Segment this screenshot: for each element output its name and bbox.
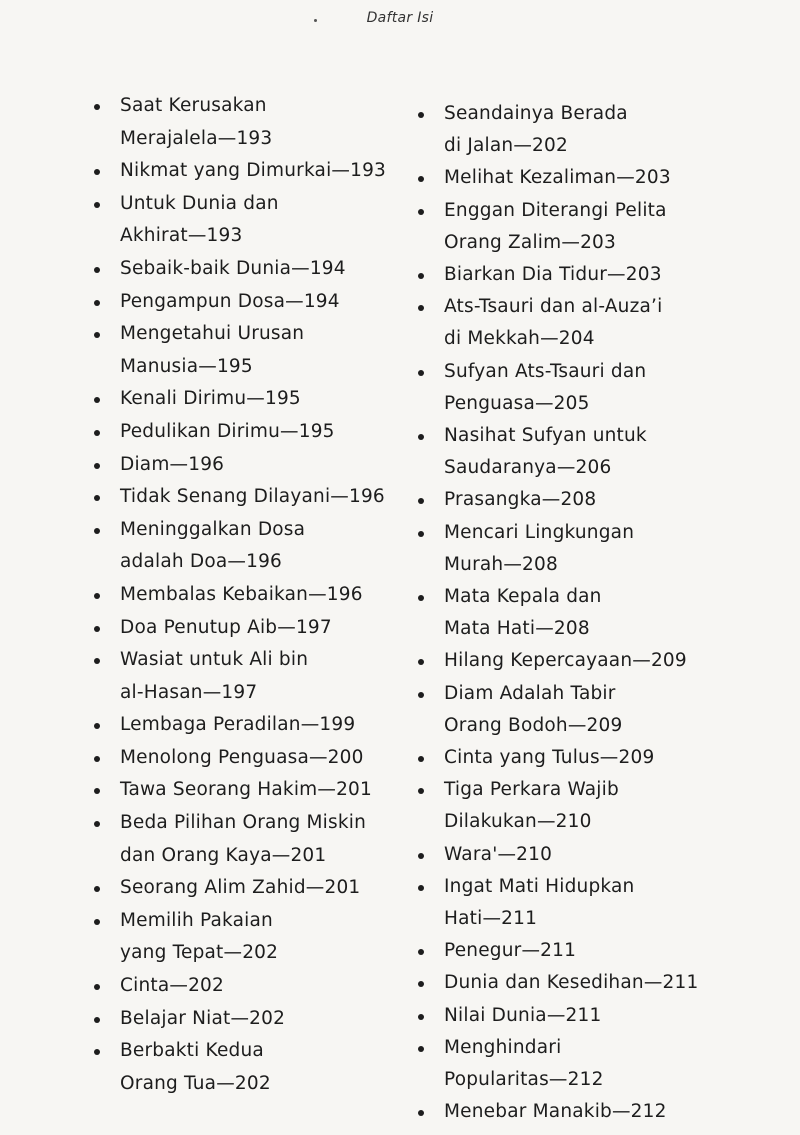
toc-entry xyxy=(416,581,716,645)
running-head-title: Daftar Isi xyxy=(366,10,434,26)
bullet-icon xyxy=(418,885,424,891)
bullet-icon xyxy=(94,593,100,599)
toc-entry xyxy=(92,514,402,579)
bullet-icon xyxy=(418,1046,424,1052)
toc-entry-line: Murah—208 xyxy=(444,553,558,575)
bullet-icon xyxy=(418,434,424,440)
toc-entry-line: Saudaranya—206 xyxy=(444,457,612,479)
bullet-icon xyxy=(94,528,100,534)
toc-entry-line: Pengampun Dosa—194 xyxy=(120,290,340,312)
bullet-icon xyxy=(94,430,100,436)
bullet-icon xyxy=(94,169,100,175)
bullet-icon xyxy=(94,332,100,338)
toc-column-right xyxy=(416,98,716,1129)
toc-entry xyxy=(416,291,716,355)
bullet-icon xyxy=(94,1049,100,1055)
toc-entry-line: Wasiat untuk Ali bin xyxy=(120,649,309,671)
bullet-icon xyxy=(418,305,424,311)
toc-entry xyxy=(92,774,402,807)
toc-entry xyxy=(92,872,402,905)
toc-entry-line: Seandainya Berada xyxy=(444,103,628,124)
toc-entry-line: Beda Pilihan Orang Miskin xyxy=(120,812,367,834)
toc-entry xyxy=(416,259,716,291)
toc-entry-line: al-Hasan—197 xyxy=(120,681,258,703)
toc-entry-line: Nilai Dunia—211 xyxy=(444,1004,602,1026)
bullet-icon xyxy=(94,723,100,729)
toc-entry xyxy=(416,935,716,967)
toc-entry-line: Tidak Senang Dilayani—196 xyxy=(120,486,385,508)
toc-entry xyxy=(416,1096,716,1128)
toc-entry xyxy=(92,579,402,612)
toc-entry xyxy=(92,188,402,253)
toc-entry-line: Mengetahui Urusan xyxy=(120,323,305,345)
toc-entry xyxy=(416,162,716,194)
toc-entry xyxy=(416,98,716,162)
toc-entry-line: Berbakti Kedua xyxy=(120,1040,264,1062)
toc-entry-line: Saat Kerusakan xyxy=(120,95,267,116)
toc-entry-line: Cinta—202 xyxy=(120,975,224,997)
toc-entry-line: Orang Bodoh—209 xyxy=(444,714,623,736)
toc-entry-line: Cinta yang Tulus—209 xyxy=(444,747,655,769)
toc-entry xyxy=(92,286,402,319)
toc-entry-line: Pedulikan Dirimu—195 xyxy=(120,420,335,442)
toc-entry xyxy=(92,416,402,449)
toc-entry xyxy=(416,484,716,516)
toc-entry xyxy=(416,1032,716,1096)
bullet-icon xyxy=(94,919,100,925)
toc-entry-line: Meninggalkan Dosa xyxy=(120,518,306,540)
bullet-icon xyxy=(94,495,100,501)
toc-entry-line: Menghindari xyxy=(444,1036,562,1058)
toc-entry-line: Belajar Niat—202 xyxy=(120,1007,286,1029)
bullet-icon xyxy=(418,273,424,279)
toc-entry xyxy=(92,807,402,872)
toc-entry-line: Penegur—211 xyxy=(444,940,577,962)
toc-entry-line: Manusia—195 xyxy=(120,355,253,377)
toc-entry-line: Hilang Kepercayaan—209 xyxy=(444,650,687,672)
bullet-icon xyxy=(418,756,424,762)
bullet-icon xyxy=(94,463,100,469)
bullet-icon xyxy=(418,981,424,987)
toc-entry xyxy=(416,420,716,484)
toc-entry xyxy=(92,970,402,1003)
toc-entry xyxy=(92,253,402,286)
bullet-icon xyxy=(418,370,424,376)
toc-entry xyxy=(92,612,402,645)
bullet-icon xyxy=(94,300,100,306)
toc-entry-line: Hati—211 xyxy=(444,908,538,930)
toc-entry-line: Orang Tua—202 xyxy=(120,1072,271,1094)
toc-entry-line: Popularitas—212 xyxy=(444,1069,604,1091)
toc-entry xyxy=(92,481,402,514)
bullet-icon xyxy=(94,397,100,403)
toc-entry-line: Memilih Pakaian xyxy=(120,909,273,931)
toc-entry xyxy=(92,318,402,383)
toc-entry xyxy=(416,871,716,935)
bullet-icon xyxy=(418,176,424,182)
toc-entry xyxy=(92,1003,402,1036)
bullet-icon xyxy=(418,531,424,537)
toc-entry-line: Prasangka—208 xyxy=(444,489,597,511)
toc-entry xyxy=(416,645,716,677)
bullet-icon xyxy=(94,104,100,110)
toc-entry xyxy=(416,1000,716,1032)
bullet-icon xyxy=(94,821,100,827)
toc-entry xyxy=(416,195,716,259)
toc-entry-line: Tawa Seorang Hakim—201 xyxy=(120,779,372,801)
bullet-icon xyxy=(94,202,100,208)
toc-entry-line: Nasihat Sufyan untuk xyxy=(444,425,647,447)
toc-entry-line: Penguasa—205 xyxy=(444,392,590,414)
toc-entry-line: dan Orang Kaya—201 xyxy=(120,844,327,866)
toc-entry-line: Diam Adalah Tabir xyxy=(444,682,616,704)
toc-entry-line: Akhirat—193 xyxy=(120,225,243,247)
toc-entry-line: Mata Kepala dan xyxy=(444,586,602,608)
toc-entry-line: Ats-Tsauri dan al-Auza’i xyxy=(444,296,663,318)
toc-entry xyxy=(92,449,402,482)
toc-entry xyxy=(416,742,716,774)
toc-entry-line: Melihat Kezaliman—203 xyxy=(444,167,671,189)
toc-entry xyxy=(92,905,402,970)
toc-entry-line: yang Tepat—202 xyxy=(120,942,279,964)
toc-entry-line: Menolong Penguasa—200 xyxy=(120,746,364,768)
bullet-icon xyxy=(418,595,424,601)
toc-entry-line: Biarkan Dia Tidur—203 xyxy=(444,264,662,286)
toc-entry xyxy=(416,678,716,742)
bullet-icon xyxy=(418,112,424,118)
toc-entry xyxy=(416,967,716,999)
toc-entry-line: di Jalan—202 xyxy=(444,135,568,157)
toc-entry xyxy=(92,383,402,416)
bullet-icon xyxy=(418,853,424,859)
bullet-icon xyxy=(418,1014,424,1020)
toc-entry-line: Ingat Mati Hidupkan xyxy=(444,875,635,897)
toc-entry-line: Kenali Dirimu—195 xyxy=(120,388,301,410)
toc-entry-line: di Mekkah—204 xyxy=(444,328,595,350)
toc-entry xyxy=(416,356,716,420)
bullet-icon xyxy=(94,267,100,273)
bullet-icon xyxy=(418,1110,424,1116)
toc-entry xyxy=(416,774,716,838)
bullet-icon xyxy=(94,984,100,990)
bullet-icon xyxy=(94,658,100,664)
bullet-icon xyxy=(94,626,100,632)
bullet-icon xyxy=(418,788,424,794)
toc-entry xyxy=(92,742,402,775)
bullet-icon xyxy=(418,692,424,698)
toc-entry-line: Menebar Manakib—212 xyxy=(444,1101,667,1123)
bullet-icon xyxy=(94,788,100,794)
bullet-icon xyxy=(94,886,100,892)
bullet-icon xyxy=(418,949,424,955)
toc-entry-line: Sebaik-baik Dunia—194 xyxy=(120,257,346,279)
toc-entry-line: Enggan Diterangi Pelita xyxy=(444,199,667,221)
toc-column-left xyxy=(92,90,402,1100)
toc-entry-line: Orang Zalim—203 xyxy=(444,231,616,253)
toc-entry xyxy=(92,90,402,155)
bullet-icon xyxy=(94,1017,100,1023)
toc-entry-line: Tiga Perkara Wajib xyxy=(444,779,619,801)
toc-entry-line: Untuk Dunia dan xyxy=(120,192,279,214)
toc-entry-line: Mencari Lingkungan xyxy=(444,521,635,543)
toc-entry-line: Merajalela—193 xyxy=(120,127,273,149)
toc-entry-line: Dilakukan—210 xyxy=(444,811,592,833)
toc-entry xyxy=(92,644,402,709)
toc-entry-line: Lembaga Peradilan—199 xyxy=(120,714,356,736)
toc-entry-line: Seorang Alim Zahid—201 xyxy=(120,877,361,899)
toc-entry-line: Diam—196 xyxy=(120,453,225,475)
toc-entry xyxy=(416,517,716,581)
stray-dot xyxy=(314,19,317,22)
bullet-icon xyxy=(418,659,424,665)
toc-entry xyxy=(416,839,716,871)
toc-entry xyxy=(92,155,402,188)
toc-entry-line: Dunia dan Kesedihan—211 xyxy=(444,972,699,994)
toc-entry-line: Membalas Kebaikan—196 xyxy=(120,583,363,605)
bullet-icon xyxy=(418,498,424,504)
toc-entry-line: Doa Penutup Aib—197 xyxy=(120,616,332,638)
toc-entry-line: adalah Doa—196 xyxy=(120,551,283,573)
toc-entry xyxy=(92,709,402,742)
bullet-icon xyxy=(94,756,100,762)
bullet-icon xyxy=(418,209,424,215)
toc-entry-line: Nikmat yang Dimurkai—193 xyxy=(120,160,387,182)
toc-entry-line: Sufyan Ats-Tsauri dan xyxy=(444,360,647,382)
toc-entry-line: Wara'—210 xyxy=(444,843,553,865)
toc-entry-line: Mata Hati—208 xyxy=(444,618,590,640)
toc-entry xyxy=(92,1035,402,1100)
